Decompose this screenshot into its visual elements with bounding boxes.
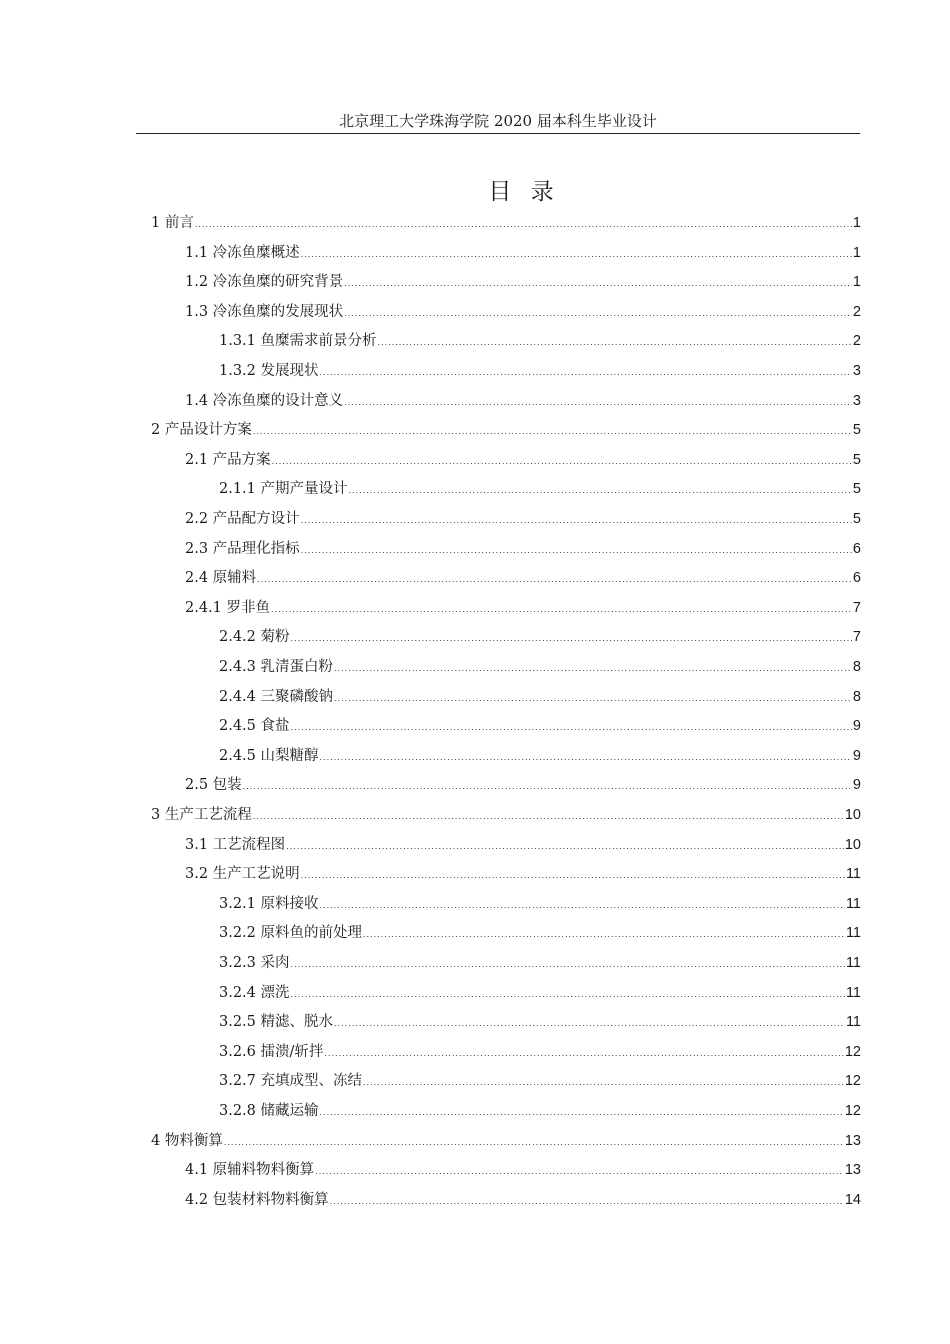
toc-entry[interactable] [185, 597, 861, 619]
toc-entry-label: 2.4.2 菊粉 [219, 629, 290, 646]
toc-entry-page: 11 [845, 866, 861, 883]
toc-entry-label: 2.2 产品配方设计 [185, 511, 300, 527]
toc-leader-dots [320, 362, 852, 384]
toc-entry-label: 2.4.4 三聚磷酸钠 [219, 688, 334, 705]
toc-entry-page: 13 [844, 1132, 861, 1149]
toc-entry-page: 11 [845, 1014, 861, 1031]
toc-entry-label: 2.3 产品理化指标 [185, 540, 300, 557]
toc-leader-dots [253, 806, 844, 828]
toc-entry-page: 2 [852, 333, 861, 350]
toc-entry[interactable] [185, 1189, 861, 1211]
toc-entry[interactable] [185, 390, 861, 412]
toc-entry[interactable] [219, 922, 861, 944]
toc-entry[interactable] [151, 419, 861, 441]
toc-entry[interactable] [185, 1159, 861, 1181]
toc-entry-page: 12 [844, 1103, 861, 1119]
toc-leader-dots [363, 924, 845, 946]
toc-leader-dots [272, 451, 852, 473]
toc-leader-dots [344, 392, 852, 414]
toc-entry-label: 1 前言 [151, 215, 194, 231]
toc-entry[interactable] [185, 242, 861, 264]
toc-leader-dots [378, 332, 852, 354]
toc-entry-label: 1.3.2 发展现状 [219, 363, 319, 379]
toc-entry-page: 2 [852, 303, 861, 320]
toc-entry-label: 3 生产工艺流程 [151, 807, 252, 823]
toc-entry-page: 7 [852, 629, 861, 646]
toc-leader-dots [301, 510, 852, 532]
toc-entry-page: 7 [852, 599, 861, 616]
toc-entry[interactable] [219, 745, 861, 767]
toc-entry-page: 6 [852, 540, 861, 557]
header-rule [136, 133, 860, 134]
toc-entry-page: 9 [852, 777, 861, 794]
toc-entry-label: 3.2.8 储藏运输 [219, 1103, 319, 1119]
toc-entry[interactable] [185, 774, 861, 796]
toc-entry-page: 6 [852, 570, 861, 587]
toc-entry-label: 2.1.1 产期产量设计 [219, 481, 348, 498]
toc-entry[interactable] [151, 212, 861, 234]
toc-entry-page: 11 [845, 925, 861, 942]
toc-entry-page: 13 [844, 1162, 861, 1179]
toc-entry[interactable] [219, 686, 861, 708]
toc-entry-label: 3.1 工艺流程图 [185, 836, 286, 853]
toc-entry-page: 10 [844, 836, 861, 853]
toc-leader-dots [243, 776, 852, 798]
toc-leader-dots [195, 214, 852, 236]
toc-entry-page: 10 [844, 807, 861, 823]
toc-entry-page: 12 [844, 1073, 861, 1090]
toc-entry[interactable] [185, 538, 861, 560]
toc-entry-label: 1.2 冷冻鱼糜的研究背景 [185, 274, 344, 291]
toc-entry-page: 5 [852, 481, 861, 498]
toc-entry-label: 2.4.1 罗非鱼 [185, 599, 271, 616]
toc-entry-label: 2.4 原辅料 [185, 570, 257, 587]
toc-entry-page: 12 [844, 1043, 861, 1060]
toc-entry-page: 3 [852, 392, 861, 409]
toc-entry-page: 3 [852, 363, 861, 379]
toc-leader-dots [291, 954, 845, 976]
toc-leader-dots [334, 658, 852, 680]
toc-entry[interactable] [185, 834, 861, 856]
toc-entry-label: 3.2 生产工艺说明 [185, 866, 300, 883]
toc-entry[interactable] [185, 271, 861, 293]
toc-leader-dots [291, 717, 852, 739]
toc-leader-dots [320, 895, 845, 917]
toc-entry[interactable] [219, 656, 861, 678]
toc-leader-dots [320, 747, 852, 769]
toc-entry[interactable] [185, 567, 861, 589]
toc-entry[interactable] [219, 626, 861, 648]
toc-entry-page: 11 [845, 955, 861, 971]
toc-leader-dots [224, 1132, 844, 1154]
toc-entry-page: 5 [852, 451, 861, 468]
toc-entry-label: 3.2.7 充填成型、冻结 [219, 1073, 363, 1090]
toc-entry-label: 3.2.2 原料鱼的前处理 [219, 925, 363, 942]
toc-entry-page: 5 [852, 422, 861, 439]
toc-entry-page: 8 [852, 688, 861, 705]
toc-entry[interactable] [219, 952, 861, 974]
toc-leader-dots [324, 1043, 843, 1065]
toc-leader-dots [330, 1191, 844, 1213]
toc-entry[interactable] [219, 893, 861, 915]
toc-entry-page: 11 [845, 895, 861, 912]
toc-entry-label: 2.5 包装 [185, 777, 242, 794]
toc-entry-label: 1.3.1 鱼糜需求前景分析 [219, 333, 377, 350]
toc-leader-dots [344, 273, 852, 295]
toc-entry-page: 1 [852, 274, 861, 291]
toc-entry-page: 14 [844, 1191, 861, 1208]
toc-entry-label: 3.2.3 采肉 [219, 955, 290, 971]
toc-leader-dots [291, 628, 852, 650]
toc-entry-page: 1 [852, 215, 861, 231]
toc-leader-dots [301, 244, 852, 266]
toc-leader-dots [315, 1161, 844, 1183]
toc-leader-dots [349, 480, 852, 502]
toc-leader-dots [271, 599, 852, 621]
toc-entry-label: 3.2.5 精滤、脱水 [219, 1014, 334, 1031]
toc-leader-dots [257, 569, 852, 591]
toc-entry[interactable] [219, 715, 861, 737]
toc-entry-page: 8 [852, 659, 861, 675]
toc-leader-dots [286, 836, 844, 858]
toc-leader-dots [363, 1072, 844, 1094]
toc-leader-dots [334, 688, 852, 710]
toc-leader-dots [344, 303, 852, 325]
toc-entry[interactable] [151, 1130, 861, 1152]
toc-entry[interactable] [219, 982, 861, 1004]
toc-entry-page: 11 [845, 984, 861, 1001]
toc-entry[interactable] [219, 1100, 861, 1122]
toc-entry[interactable] [151, 804, 861, 826]
toc-entry-label: 3.2.4 漂洗 [219, 984, 290, 1001]
toc-entry-label: 2.1 产品方案 [185, 451, 271, 468]
toc-entry-label: 1.1 冷冻鱼糜概述 [185, 244, 300, 261]
toc-entry-label: 2.4.3 乳清蛋白粉 [219, 659, 334, 675]
toc-entry-label: 4.1 原辅料物料衡算 [185, 1162, 315, 1179]
toc-entry[interactable] [219, 360, 861, 382]
toc-entry-label: 2.4.5 食盐 [219, 718, 290, 735]
toc-entry-label: 3.2.6 擂溃/斩拌 [219, 1043, 324, 1060]
toc-leader-dots [320, 1102, 844, 1124]
toc-entry-label: 2.4.5 山梨糖醇 [219, 747, 319, 764]
page-header: 北京理工大学珠海学院 2020 届本科生毕业设计 [339, 112, 657, 130]
toc-entry-label: 1.4 冷冻鱼糜的设计意义 [185, 392, 344, 409]
toc-leader-dots [291, 984, 845, 1006]
toc-entry[interactable] [219, 330, 861, 352]
toc-entry-page: 9 [852, 718, 861, 735]
toc-leader-dots [301, 865, 845, 887]
toc-entry-page: 9 [852, 747, 861, 764]
toc-leader-dots [253, 421, 852, 443]
toc-entry-label: 2 产品设计方案 [151, 422, 252, 439]
toc-entry[interactable] [185, 508, 861, 530]
toc-entry[interactable] [219, 1041, 861, 1063]
toc-title: 目 录 [488, 179, 560, 205]
toc-entry[interactable] [185, 449, 861, 471]
toc-entry[interactable] [185, 863, 861, 885]
toc-entry[interactable] [219, 478, 861, 500]
toc-entry[interactable] [219, 1011, 861, 1033]
toc-entry-label: 4.2 包装材料物料衡算 [185, 1191, 329, 1208]
toc-entry[interactable] [185, 301, 861, 323]
toc-entry-page: 1 [852, 244, 861, 261]
toc-entry-label: 1.3 冷冻鱼糜的发展现状 [185, 303, 344, 320]
toc-entry[interactable] [219, 1070, 861, 1092]
toc-leader-dots [301, 540, 852, 562]
toc-entry-label: 3.2.1 原料接收 [219, 895, 319, 912]
toc-entry-page: 5 [852, 511, 861, 527]
toc-entry-label: 4 物料衡算 [151, 1132, 223, 1149]
toc-leader-dots [334, 1013, 845, 1035]
